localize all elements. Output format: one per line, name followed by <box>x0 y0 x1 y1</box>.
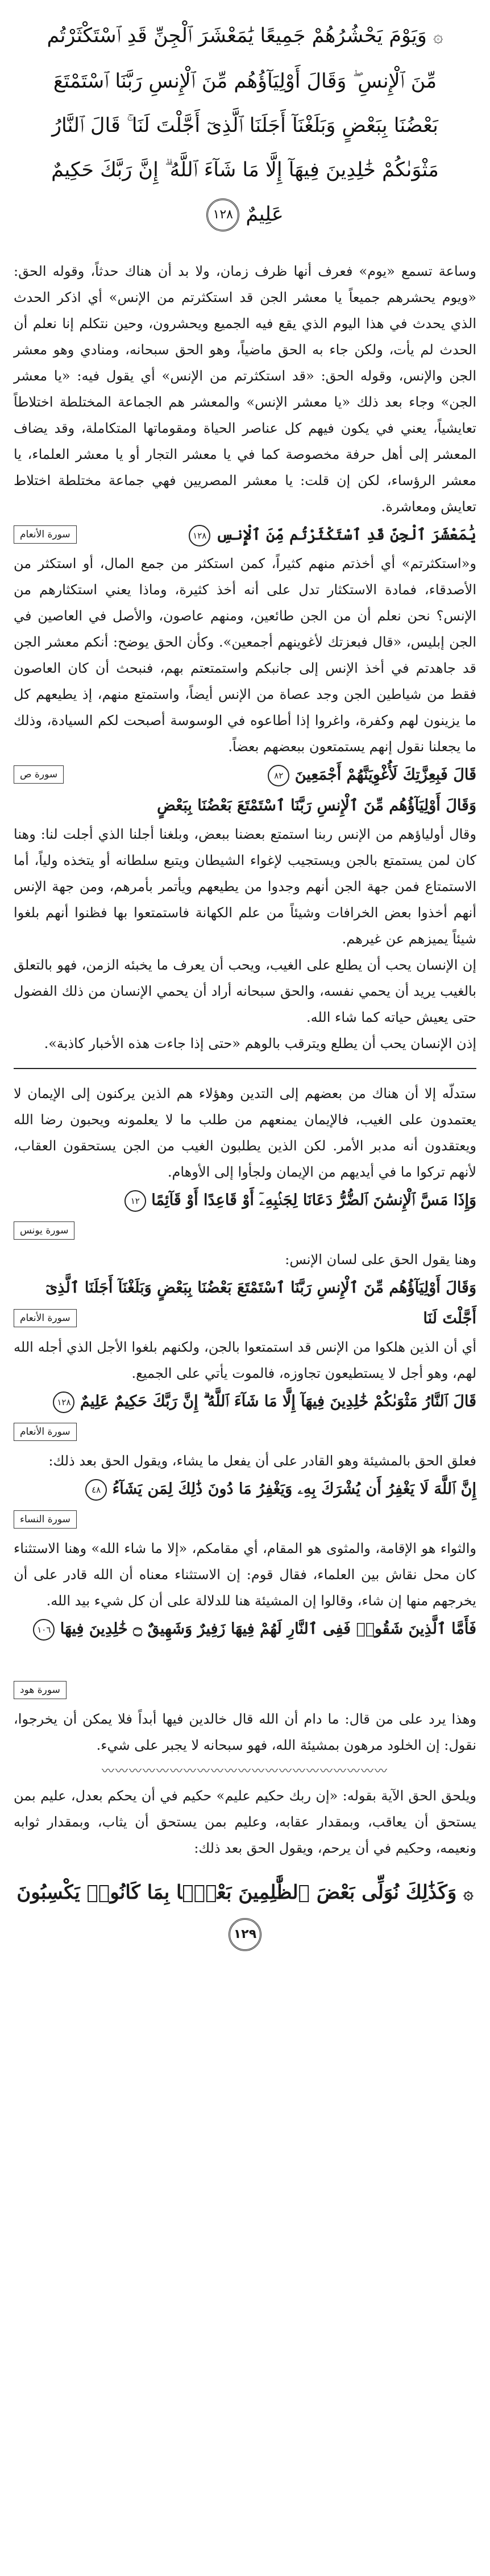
quote-text: فَأَمَّا ٱلَّذِينَ شَقُوا۟ فَفِى ٱلنَّارِ لَهُمْ فِيهَا زَفِيرٌ وَشَهِيقٌ ۝ خَٰلِدِينَ فِيهَا <box>60 1620 476 1638</box>
surah-tag: سورة هود <box>14 1681 67 1699</box>
paragraph: فعلق الحق بالمشيئة وهو القادر على أن يفعل ما يشاء، ويقول الحق بعد ذلك: <box>48 1453 476 1469</box>
quote-row <box>0 520 490 550</box>
paragraph: وهنا يقول الحق على لسان الإنس: <box>285 1252 476 1268</box>
paragraph: ويلحق الحق الآية بقوله: «إن ربك حكيم عليم» حكيم في أن يحكم بعدل، عليم بمن يستحق أن يعاقب، وبمقدار عقابه، وعليم بمن يستحق أن يثاب، وبمقدار ثوابه ونعيمه، وحكيم في أن يرحم، ويقول الحق بعد ذلك: <box>14 1788 476 1856</box>
quote-text: قَالَ فَبِعِزَّتِكَ لَأُغْوِيَنَّهُمْ أَجْمَعِينَ <box>294 766 476 784</box>
quote-row <box>0 760 490 790</box>
quote-text: وَقَالَ أَوْلِيَآؤُهُم مِّنَ ٱلْإِنسِ رَبَّنَا ٱسْتَمْتَعَ بَعْضُنَا بِبَعْضٍ <box>157 797 476 814</box>
ornament-icon: ۞ <box>433 26 443 47</box>
footer-verse-text: وَكَذَٰلِكَ نُوَلِّى بَعْضَ ٱلظَّٰلِمِينَ بَعْضًۢا بِمَا كَانُوا۟ يَكْسِبُونَ <box>16 1881 457 1904</box>
verse-text <box>20 14 470 237</box>
quote-row <box>0 1273 490 1334</box>
surah-tag: سورة ص <box>14 765 64 784</box>
paragraph: وقال أولياؤهم من الإنس ربنا استمتع بعضنا ببعض، وبلغنا أجلنا الذي أجلت لنا: وهنا كان لمن يستمتع بالجن ويستجيب لإغواء الشيطان ويتبع سلطانه أو يتخذه ولياً، أما الاستمتاع فمن جهة الجن أنهم وجدوا من يطيعهم ويأتمر بأمرهم، ومن جهة الإنس أنهم أخذوا بعض الخرافات وشيئاً من علم الكهانة فاستمتعوا بها فظنوا أنهم بلغوا شيئاً يميزهم عن غيرهم. <box>14 826 476 947</box>
quote-number: ١٢٨ <box>189 525 210 546</box>
surah-tag: سورة النساء <box>14 1510 77 1529</box>
quote-number: ١٢ <box>124 1190 146 1212</box>
quote-number: ١٢٨ <box>53 1391 74 1413</box>
divider <box>14 1062 476 1075</box>
quote-text: وَقَالَ أَوْلِيَآؤُهُم مِّنَ ٱلْإِنسِ رَبَّنَا ٱسْتَمْتَعَ بَعْضُنَا بِبَعْضٍ وَبَلَغْنَآ أَجَلَنَا ٱلَّذِىٓ أَجَّلْتَ لَنَا <box>45 1279 476 1327</box>
footer-verse-number: ١٢٩ <box>229 1918 261 1951</box>
quote-text: قَالَ ٱلنَّارُ مَثْوَىٰكُمْ خَٰلِدِينَ فِيهَآ إِلَّا مَا شَآءَ ٱللَّهُ ۗ إِنَّ رَبَّكَ حَكِيمٌ عَلِيمٌ <box>80 1393 476 1410</box>
paragraph: و«استكثرتم» أي أخذتم منهم كثيراً، كمن استكثر من جمع المال، أو استكثر من الأصدقاء، فمادة الاستكثار تدل على أنه أخذ كثيرة، وماذا يعني استكثارهم من الإنس؟ نحن نعلم أن من الجن طائعين، ومنهم عاصون، والأصل في العاصين في الجن إبليس، «قال فبعزتك لأغوينهم أجمعين». وكأن الحق يوضح: أنكم معشر الجن قد جاهدتم في أخذ الإنس إلى جانبكم واستمتعتم بهم، فنبحث أن كان العاصون فقط من شياطين الجن وجد عصاة من الإنس أيضاً، واستمتع منهم، إذ يطيعهم كل ما يزينون لهم وكفرة، واغروا إذا أطاعوه في الوسوسة أصبحت لكم السيادة، وذلك ما يجعلنا نقول إنهم يستمتعون ببعضهم بعضاً. <box>14 556 476 755</box>
paragraph: إن الإنسان يحب أن يطلع على الغيب، ويحب أن يعرف ما يخبئه الزمن، فهو بالتعلق بالغيب يريد أن يحمي نفسه، والحق سبحانه أراد أن يحمي الإنسان من ذلك الفضول حتى يعيش حياته كما شاء الله. <box>14 957 476 1025</box>
paragraph: وهذا يرد على من قال: ما دام أن الله قال خالدين فيها أبداً فلا يمكن أن يخرجوا، نقول: إن الخلود مرهون بمشيئة الله، فهو سبحانه لا يجبر على شيء. <box>14 1711 476 1753</box>
quote-number: ٨٢ <box>268 765 289 786</box>
paragraph: إذن الإنسان يحب أن يطلع ويترقب بالوهم «حتى إذا جاءت هذه الأخبار كاذبة». <box>44 1036 476 1051</box>
verse-block <box>20 14 470 258</box>
quote-row <box>0 1474 490 1535</box>
quote-text: إِنَّ ٱللَّهَ لَا يَغْفِرُ أَن يُشْرَكَ بِهِۦ وَيَغْفِرُ مَا دُونَ ذَٰلِكَ لِمَن يَشَآءُ <box>112 1480 476 1498</box>
quote-row <box>0 1185 490 1246</box>
quote-number: ٤٨ <box>85 1479 107 1501</box>
wave-divider-icon: 〰〰〰〰〰〰〰〰〰〰〰〰〰〰〰〰〰〰〰〰〰 <box>101 1765 388 1779</box>
verse-number: ١٢٨ <box>206 198 239 231</box>
paragraph: ستدلّه إلا أن هناك من بعضهم إلى التدين وهؤلاء هم الذين يركنون إلى الإيمان لا يعتمدون على الغيب، فالإيمان يمنعهم من طلب ما لا يعلمونه ويحبون رضا الله ويعتقدون أنه مدبر الأمر. لكن الذين يطلبون الغيب من الجن يستحقون العقاب، لأنهم تركوا ما في أيديهم من الإيمان ولجأوا إلى الأوهام. <box>14 1086 476 1180</box>
surah-tag: سورة الأنعام <box>14 1309 77 1327</box>
verse-body: وَيَوْمَ يَحْشُرُهُمْ جَمِيعًا يَٰمَعْشَرَ ٱلْجِنِّ قَدِ ٱسْتَكْثَرْتُم مِّنَ ٱلْإِنسِ ۖ وَقَالَ أَوْلِيَآؤُهُم مِّنَ ٱلْإِنسِ رَبَّنَا ٱسْتَمْتَعَ بَعْضُنَا بِبَعْضٍ وَبَلَغْنَآ أَجَلَنَا ٱلَّذِىٓ أَجَّلْتَ لَنَا ۚ قَالَ ٱلنَّارُ مَثْوَىٰكُمْ خَٰلِدِينَ فِيهَآ إِلَّا مَا شَآءَ ٱللَّهُ ۗ إِنَّ رَبَّكَ حَكِيمٌ عَلِيمٌ <box>47 24 439 226</box>
paragraph: أي أن الذين هلكوا من الإنس قد استمتعوا بالجن، ولكنهم بلغوا الأجل الذي أجله الله لهم، وهو أجل لا يستطيعون تجاوزه، فالموت يأتي على الجميع. <box>14 1339 476 1381</box>
footer-verse <box>0 1873 490 1953</box>
quote-number: ١٠٦ <box>33 1619 55 1641</box>
surah-tag: سورة يونس <box>14 1221 74 1240</box>
quote-row <box>0 790 490 821</box>
quote-text: وَإِذَا مَسَّ ٱلْإِنسَٰنَ ٱلضُّرُّ دَعَانَا لِجَنۢبِهِۦٓ أَوْ قَاعِدًا أَوْ قَآئِمًا <box>151 1191 476 1209</box>
surah-tag: سورة الأنعام <box>14 525 77 544</box>
quote-text: يَٰمَعْشَرَ ٱلْجِنِّ قَدِ ٱسْتَكْثَرْتُم مِّنَ ٱلْإِنسِ <box>215 526 476 544</box>
surah-tag: سورة الأنعام <box>14 1423 77 1441</box>
quote-row <box>0 1614 490 1706</box>
ornament-icon: ۞ <box>463 1883 474 1903</box>
paragraph: والثواء هو الإقامة، والمثوى هو المقام، أي مقامكم، «إلا ما شاء الله» وهنا الاستثناء كان محل نقاش بين العلماء، فقال قوم: إن الاستثناء معناه أن الله قادر على أن يخرجهم منها إن شاء، وقالوا إن المشيئة هنا للدلالة على أن كل شيء بيد الله. <box>14 1540 476 1609</box>
paragraph: وساعة تسمع «يوم» فعرف أنها ظرف زمان، ولا بد أن هناك حدثاً، وقوله الحق: «ويوم يحشرهم جميعاً يا معشر الجن قد استكثرتم من الإنس» أي اذكر الحدث الذي يحدث في هذا اليوم الذي يقع فيه الجميع ويحشرون، وحين نتكلم إنا نعلم أن الحدث لم يأت، ولكن جاء به الحق ماضياً، وهو الحق سبحانه، ومنادي وهو معشر الجن والإنس، وقوله الحق: «قد استكثرتم من الإنس» أي يقول فيه: «يا معشر الجن» وجاء بعد ذلك «يا معشر الإنس» والمعشر هم الجماعة المختلطة اختلاطاً تعايشياً، يعني في يكون فيهم كل عناصر الحياة ومقوماتها المتكاملة، وقد يضاف المعشر إلى أهل حرفة مخصوصة كما في يا معشر التجار أو يا معشر العلماء، يا معشر الرؤساء، لكن إن قلت: يا معشر المصريين فهي جماعة مختلطة اختلاط تعايش ومعاشرة. <box>14 263 477 515</box>
quote-row <box>0 1386 490 1448</box>
